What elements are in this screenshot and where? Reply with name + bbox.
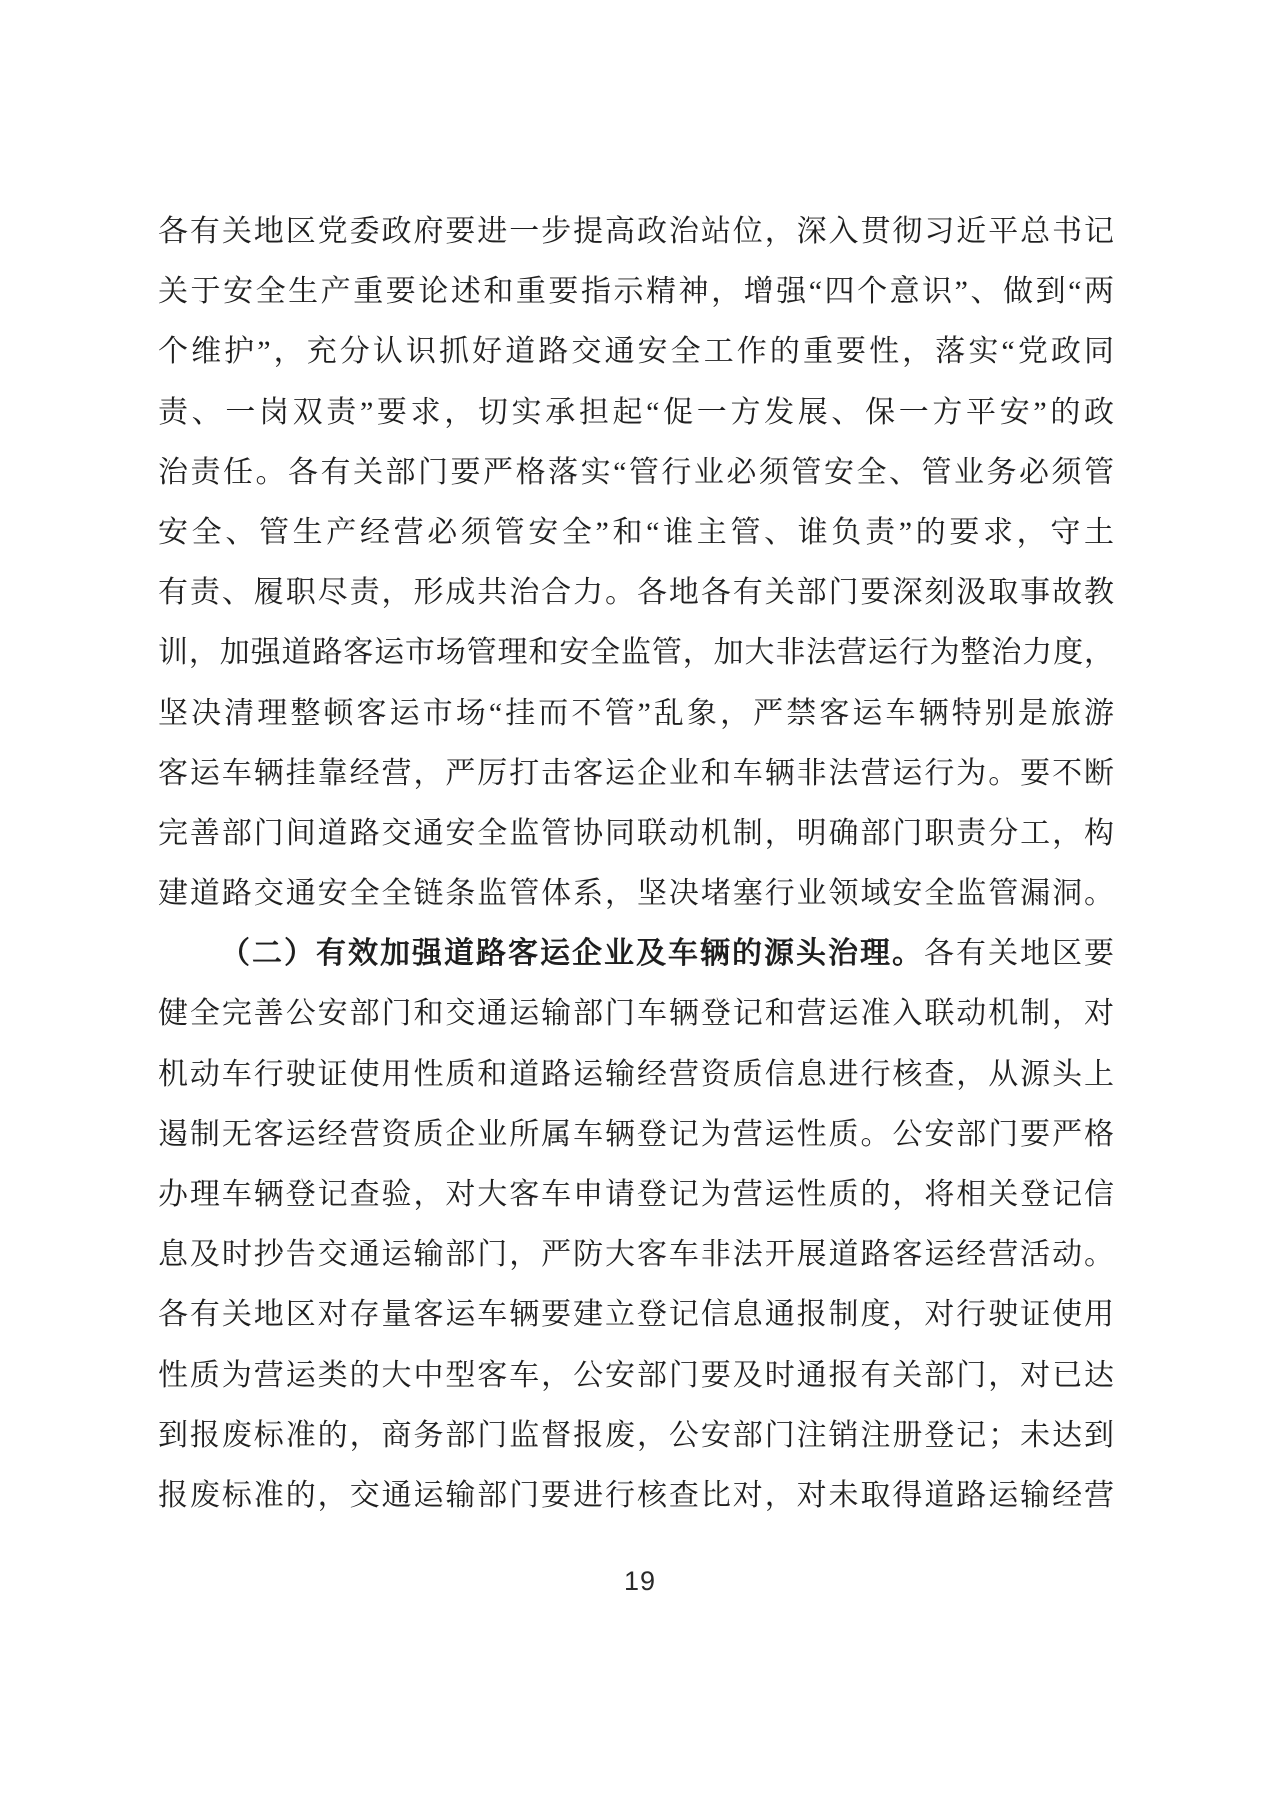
text-line: 个维护”，充分认识抓好道路交通安全工作的重要性，落实“党政同: [158, 335, 1114, 369]
text-line: 建道路交通安全全链条监管体系，坚决堵塞行业领域安全监管漏洞。: [158, 877, 1114, 911]
text-line: 各有关地区党委政府要进一步提高政治站位，深入贯彻习近平总书记: [158, 215, 1114, 248]
text-line: 坚决清理整顿客运市场“挂而不管”乱象，严禁客运车辆特别是旅游: [158, 696, 1114, 730]
text-line: 训，加强道路客运市场管理和安全监管，加大非法营运行为整治力度，: [158, 636, 1114, 670]
text-line: 性质为营运类的大中型客车，公安部门要及时通报有关部门，对已达: [158, 1358, 1114, 1392]
text-line: 有责、履职尽责，形成共治合力。各地各有关部门要深刻汲取事故教: [158, 576, 1114, 610]
text-line: 责、一岗双责”要求，切实承担起“促一方发展、保一方平安”的政: [158, 395, 1114, 429]
page-number: 19: [623, 1566, 657, 1596]
text-line: 健全完善公安部门和交通运输部门车辆登记和营运准入联动机制，对: [158, 997, 1114, 1031]
section-heading-rest: 各有关地区要: [924, 937, 1114, 971]
text-line: 到报废标准的，商务部门监督报废，公安部门注销注册登记；未达到: [158, 1418, 1114, 1452]
paragraph-1: [158, 202, 1114, 924]
text-line: 办理车辆登记查验，对大客车申请登记为营运性质的，将相关登记信: [158, 1178, 1114, 1211]
text-line: 遏制无客运经营资质企业所属车辆登记为营运性质。公安部门要严格: [158, 1117, 1114, 1151]
text-line: 安全、管生产经营必须管安全”和“谁主管、谁负责”的要求，守土: [158, 515, 1114, 549]
section-heading: （二）有效加强道路客运企业及车辆的源头治理。: [220, 937, 924, 971]
text-line: 客运车辆挂靠经营，严厉打击客运企业和车辆非法营运行为。要不断: [158, 756, 1114, 790]
text-line: 各有关地区对存量客运车辆要建立登记信息通报制度，对行驶证使用: [158, 1298, 1114, 1332]
text-line: 关于安全生产重要论述和重要指示精神，增强“四个意识”、做到“两: [158, 275, 1114, 309]
text-line: 报废标准的，交通运输部门要进行核查比对，对未取得道路运输经营: [158, 1478, 1114, 1512]
text-line: 机动车行驶证使用性质和道路运输经营资质信息进行核查，从源头上: [158, 1057, 1114, 1091]
text-line: 治责任。各有关部门要严格落实“管行业必须管安全、管业务必须管: [158, 455, 1114, 489]
body-text: [158, 202, 1114, 1526]
text-line: 完善部门间道路交通安全监管协同联动机制，明确部门职责分工，构: [158, 816, 1114, 850]
section-heading-line: [158, 924, 1114, 984]
text-line: 息及时抄告交通运输部门，严防大客车非法开展道路客运经营活动。: [158, 1238, 1114, 1272]
paragraph-2: [158, 924, 1114, 1526]
